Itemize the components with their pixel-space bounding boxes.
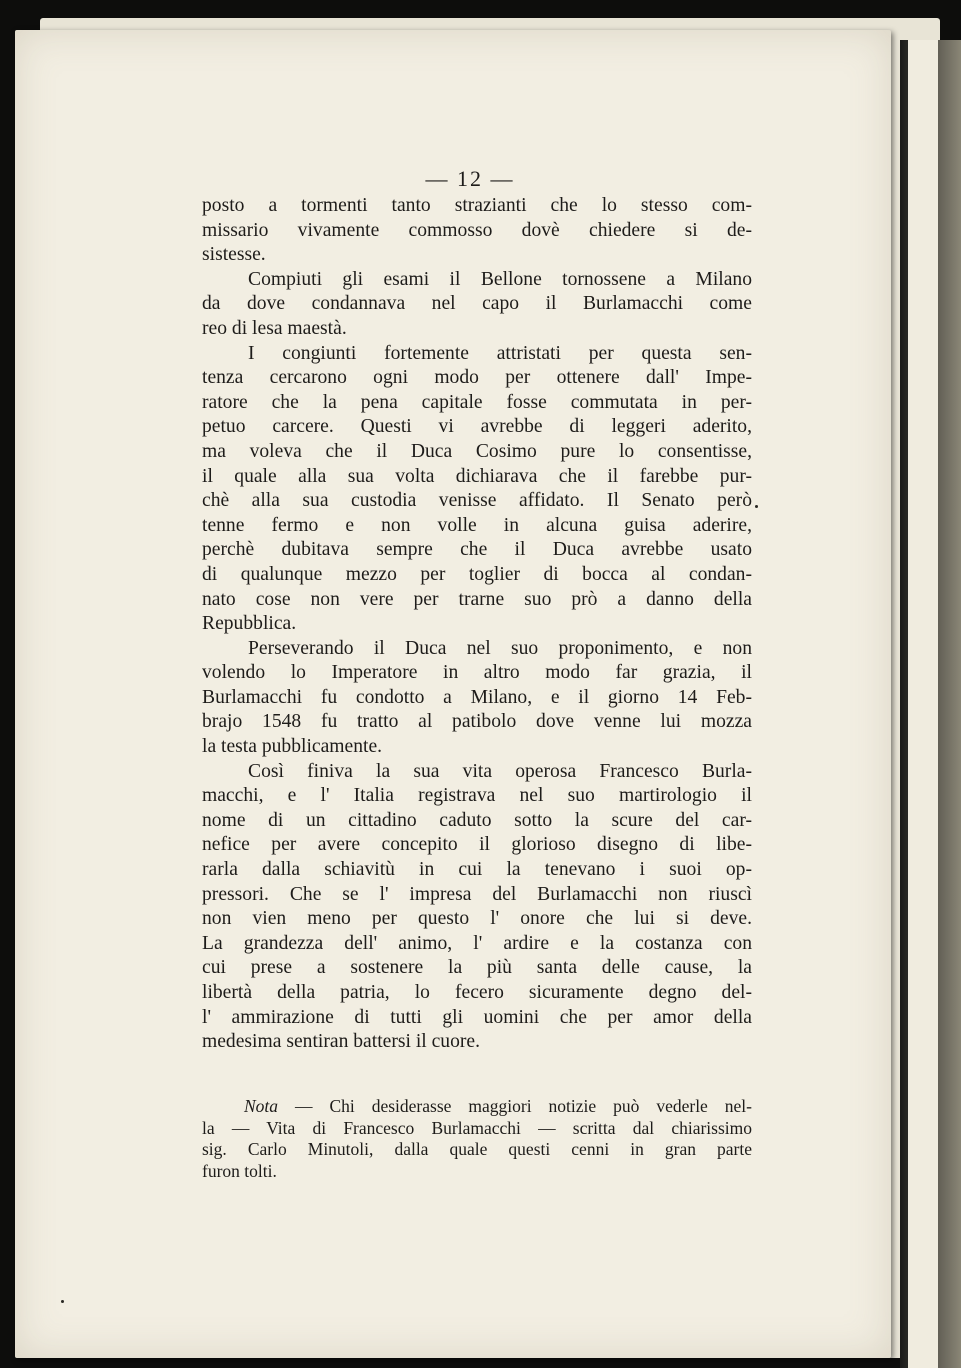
footnote-line: sig. Carlo Minutoli, dalla quale questi cenni in gran parte	[202, 1139, 752, 1159]
text-line: tenne fermo e non volle in alcuna guisa aderire,	[202, 514, 752, 536]
text-line: sistesse.	[202, 244, 266, 266]
text-line: petuo carcere. Questi vi avrebbe di leggeri aderito,	[202, 416, 752, 438]
text-line: Burlamacchi fu condotto a Milano, e il giorno 14 Feb-	[202, 686, 752, 708]
paper-speck	[61, 1300, 64, 1303]
footnote-text: — Chi desiderasse maggiori notizie può vederle nel-	[295, 1096, 752, 1116]
paper-speck	[755, 505, 758, 508]
text-line: nome di un cittadino caduto sotto la scure del car-	[202, 809, 752, 831]
text-line: Repubblica.	[202, 613, 297, 635]
text-line: di qualunque mezzo per toglier di bocca al condan-	[202, 563, 752, 585]
text-line: macchi, e l' Italia registrava nel suo martirologio il	[202, 785, 752, 807]
text-line: Così finiva la sua vita operosa Francesco Burla-	[248, 760, 752, 782]
text-line: Compiuti gli esami il Bellone tornossene a Milano	[248, 268, 752, 290]
footnote-line: la — Vita di Francesco Burlamacchi — scritta dal chiarissimo	[202, 1117, 752, 1138]
text-line: ratore che la pena capitale fosse commutata in per-	[202, 391, 752, 413]
text-line: da dove condannava nel capo il Burlamacchi come	[202, 293, 752, 315]
paragraph	[202, 268, 752, 342]
text-line: medesima sentiran battersi il cuore.	[202, 1031, 481, 1053]
footnote-label: Nota	[244, 1096, 279, 1116]
text-line: nato cose non vere per trarne suo prò a danno della	[202, 588, 752, 610]
text-line: perchè dubitava sempre che il Duca avrebbe usato	[202, 539, 752, 561]
text-line: pressori. Che se l' impresa del Burlamacchi non riuscì	[202, 883, 752, 905]
text-line: tenza cercarono ogni modo per ottenere dall' Impe-	[202, 367, 752, 389]
page-number: — 12 —	[425, 166, 515, 191]
text-line: chè alla sua custodia venisse affidato. Il Senato però	[202, 490, 752, 512]
paragraph	[202, 342, 752, 637]
text-line: Perseverando il Duca nel suo proponimento, e non	[248, 637, 752, 659]
text-line: il quale alla sua volta dichiarava che il farebbe pur-	[202, 465, 752, 487]
text-line: la testa pubblicamente.	[202, 736, 383, 758]
adjacent-page-edge	[900, 40, 961, 1368]
text-line: nefice per avere concepito il glorioso disegno di libe-	[202, 834, 752, 856]
text-line: rarla dalla schiavitù in cui la tenevano i suoi op-	[202, 859, 752, 881]
text-line: ma voleva che il Duca Cosimo pure lo consentisse,	[202, 440, 752, 462]
text-line: I congiunti fortemente attristati per questa sen-	[248, 342, 752, 364]
text-line: reo di lesa maestà.	[202, 317, 347, 339]
footnote	[202, 1096, 752, 1182]
text-line: brajo 1548 fu tratto al patibolo dove venne lui mozza	[202, 711, 752, 733]
paragraph	[202, 760, 752, 1055]
text-line: missario vivamente commosso dovè chiedere si de-	[202, 219, 752, 241]
body-text	[202, 194, 752, 1055]
text-line: l' ammirazione di tutti gli uomini che per amor della	[202, 1006, 752, 1028]
paragraph	[202, 637, 752, 760]
paragraph	[202, 194, 752, 268]
text-line: cui prese a sostenere la più santa delle cause, la	[202, 957, 752, 979]
footnote-line: furon tolti.	[202, 1160, 277, 1181]
footnote-line	[202, 1096, 752, 1118]
text-line: La grandezza dell' animo, l' ardire e la costanza con	[202, 932, 752, 954]
text-line: non vien meno per questo l' onore che lui si deve.	[202, 908, 752, 930]
text-line: posto a tormenti tanto strazianti che lo stesso com-	[202, 195, 752, 216]
text-line: libertà della patria, lo fecero sicuramente degno del-	[202, 982, 752, 1003]
text-line: volendo lo Imperatore in altro modo far grazia, il	[202, 662, 752, 684]
